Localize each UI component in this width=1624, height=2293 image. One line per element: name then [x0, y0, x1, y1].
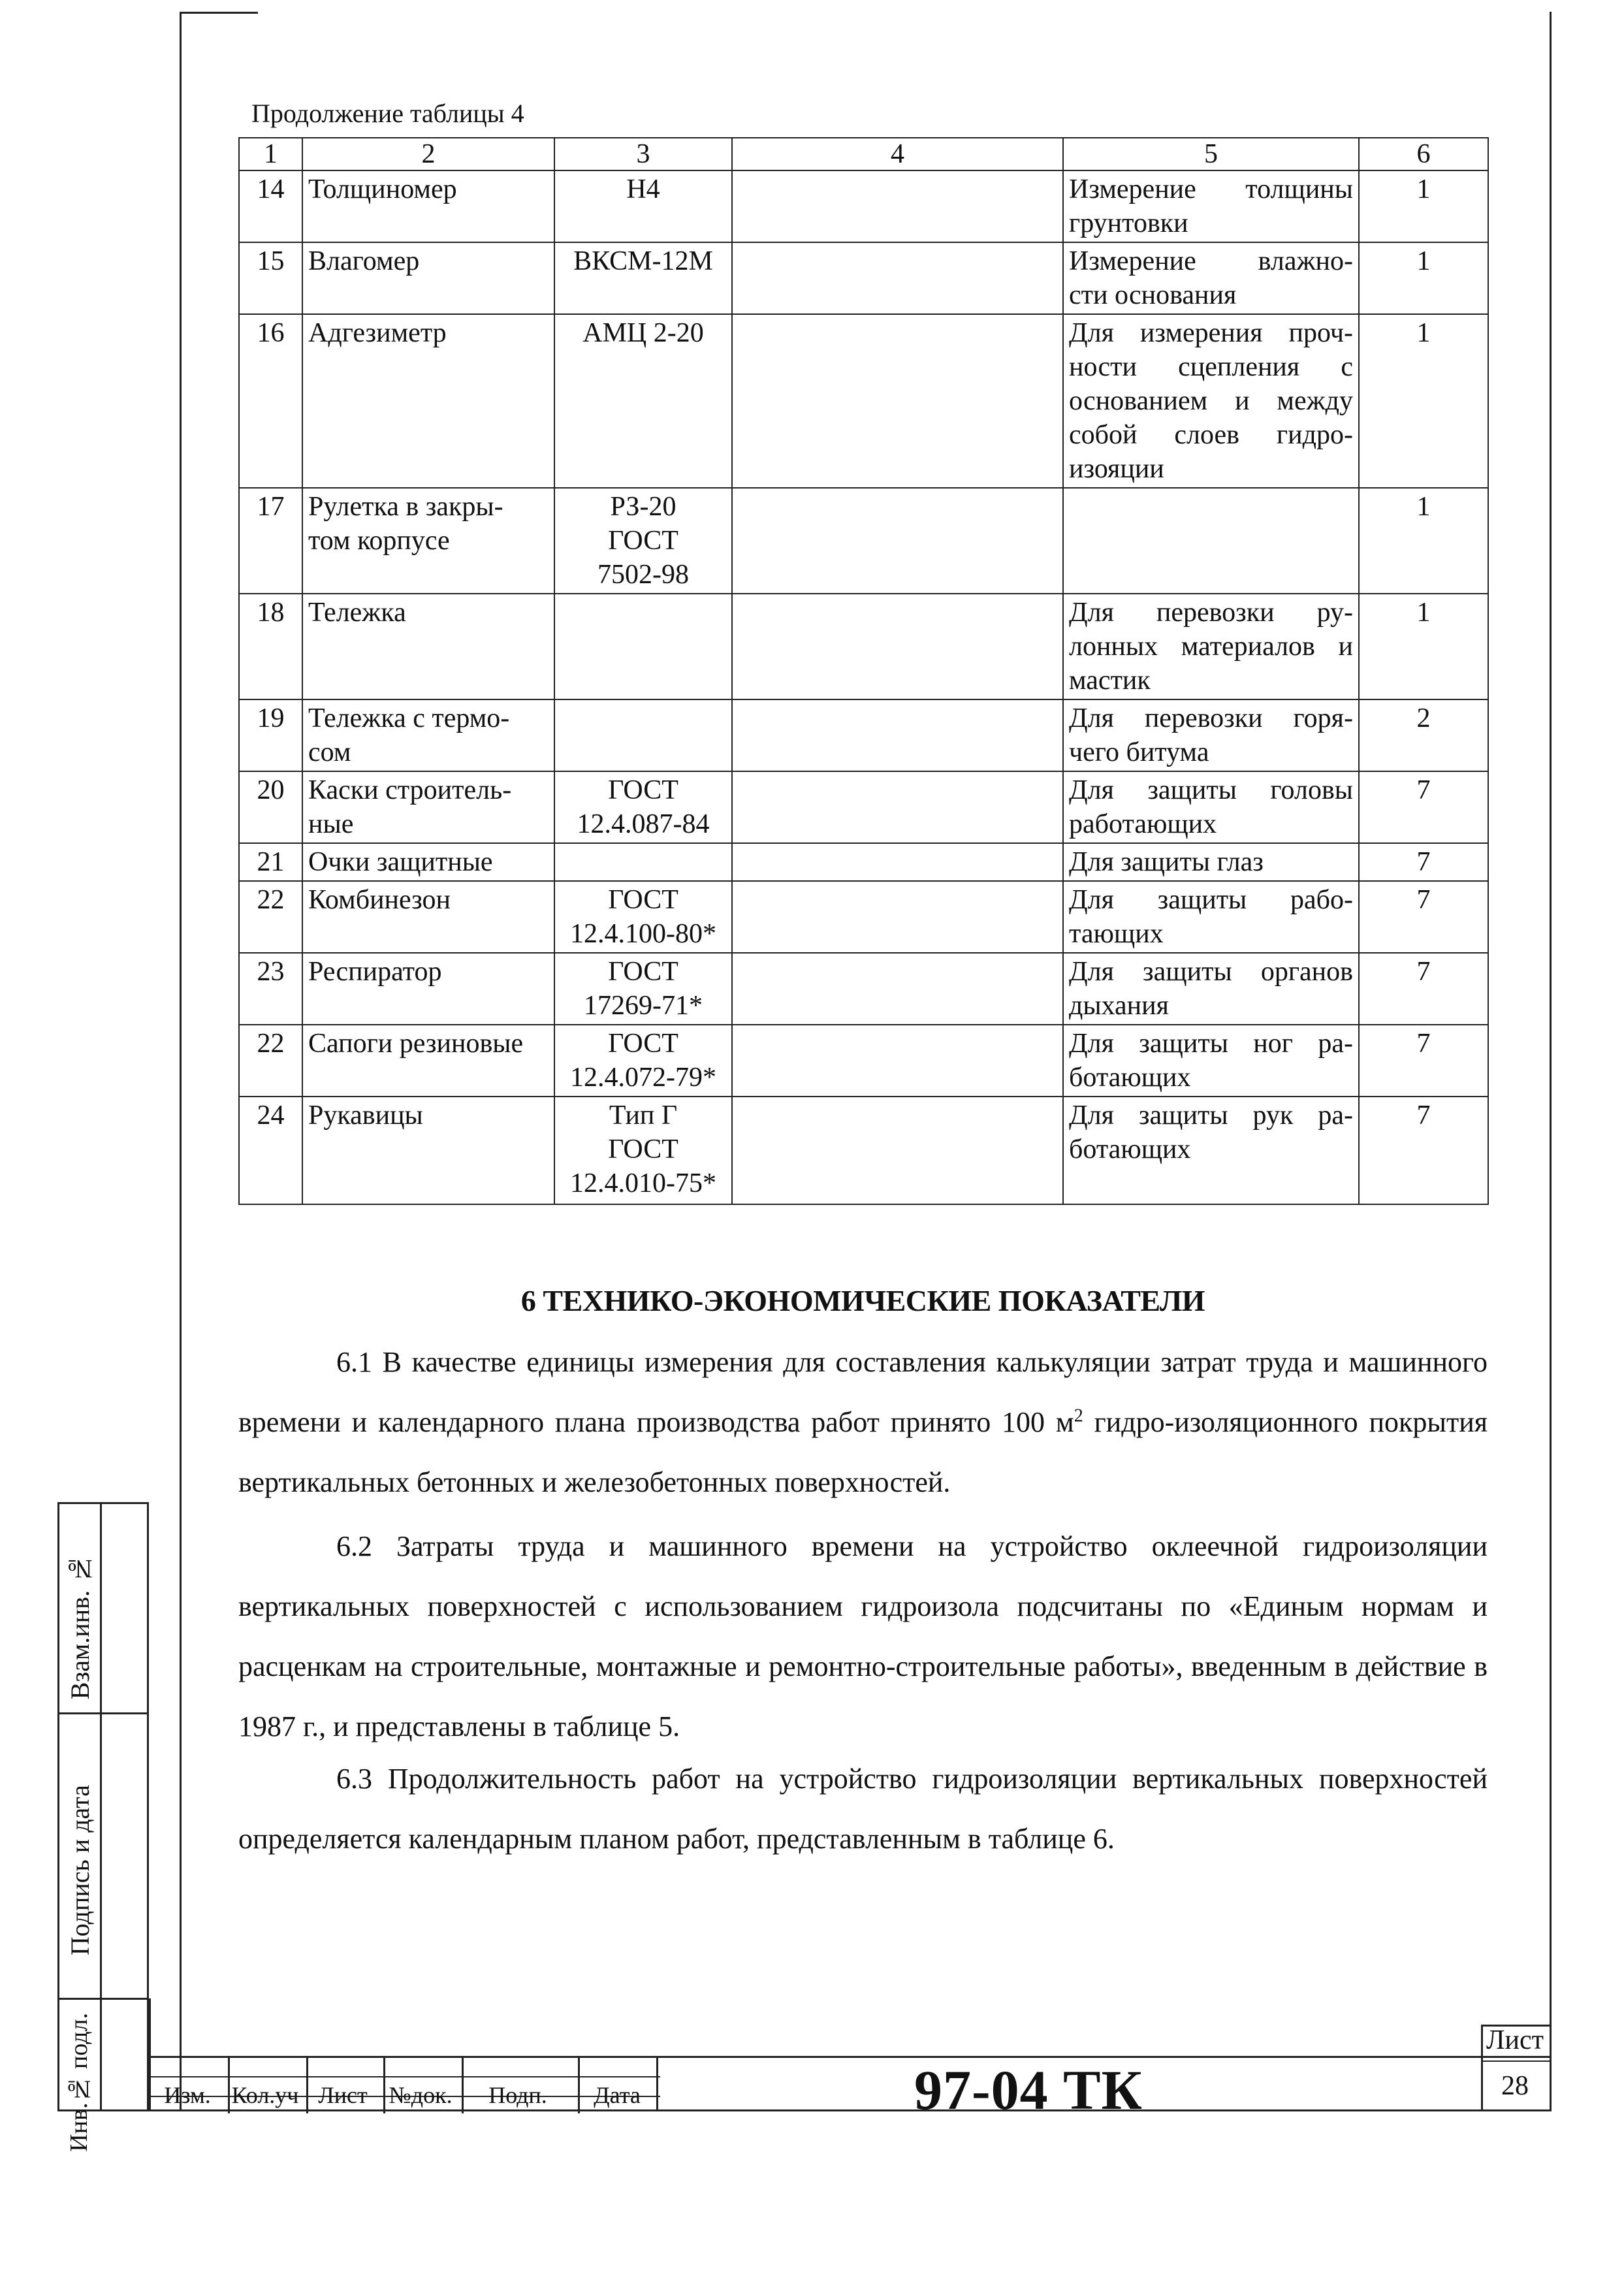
cell-purpose — [1063, 881, 1359, 953]
cell-purpose-line: Для защиты рук ра- — [1069, 1100, 1353, 1130]
cell-type-line: ГОСТ — [608, 775, 678, 805]
cell-col4 — [732, 242, 1063, 314]
table-caption: Продолжение таблицы 4 — [251, 99, 524, 128]
table-row — [239, 242, 1488, 314]
table-row — [239, 1097, 1488, 1204]
title-block-data: Дата — [594, 2082, 641, 2108]
cell-quantity: 1 — [1359, 314, 1488, 488]
title-block-podp: Подп. — [488, 2082, 547, 2108]
strip-podpis-label: Подпись и дата — [65, 1784, 95, 1955]
cell-purpose-line: тающих — [1069, 919, 1164, 949]
cell-number: 22 — [239, 881, 302, 953]
title-block-kol: Кол.уч — [231, 2082, 299, 2108]
cell-quantity: 1 — [1359, 488, 1488, 594]
cell-purpose — [1063, 594, 1359, 699]
title-block-list: Лист — [318, 2082, 368, 2108]
table-row — [239, 881, 1488, 953]
paragraph-6-1-text: 6.1 В качестве единицы измерения для составления калькуляции затрат труда и машинного времени и календарного плана производства работ принято 100 м — [238, 1346, 1488, 1438]
cell-purpose-line: основанием и между — [1069, 386, 1353, 416]
cell-name — [302, 699, 554, 771]
strip-vzam-box — [57, 1502, 149, 1714]
cell-col4 — [732, 170, 1063, 242]
cell-purpose — [1063, 843, 1359, 881]
cell-purpose-line: Для защиты рабо- — [1069, 885, 1353, 915]
cell-number: 23 — [239, 953, 302, 1025]
header-col-1: 1 — [239, 138, 302, 170]
cell-purpose — [1063, 1025, 1359, 1097]
cell-purpose-line: Для защиты глаз — [1069, 847, 1264, 877]
cell-purpose-line: Для защиты органов — [1069, 957, 1353, 987]
cell-name-line: ные — [308, 809, 354, 839]
cell-quantity: 7 — [1359, 1097, 1488, 1204]
cell-name — [302, 881, 554, 953]
cell-name — [302, 314, 554, 488]
title-block-izm: Изм. — [164, 2082, 211, 2108]
cell-number: 14 — [239, 170, 302, 242]
cell-name — [302, 771, 554, 843]
cell-purpose-line: мастик — [1069, 665, 1151, 696]
cell-number: 16 — [239, 314, 302, 488]
cell-purpose-line: лонных материалов и — [1069, 632, 1353, 662]
cell-purpose-line: Для защиты ног ра- — [1069, 1029, 1353, 1059]
paragraph-6-1-text-end: гидро-изоляционного покрытия вертикальных бетонных и железобетонных поверхностей. — [238, 1406, 1488, 1498]
strip-inv-label: Инв.№ подл. — [65, 2013, 93, 2152]
cell-type-line: 12.4.010-75* — [570, 1168, 716, 1198]
cell-number: 17 — [239, 488, 302, 594]
cell-purpose — [1063, 771, 1359, 843]
cell-col4 — [732, 843, 1063, 881]
cell-col4 — [732, 771, 1063, 843]
cell-name — [302, 1097, 554, 1204]
cell-name-line: Рулетка в закры- — [308, 492, 503, 522]
cell-type — [554, 170, 732, 242]
cell-col4 — [732, 594, 1063, 699]
cell-quantity: 1 — [1359, 594, 1488, 699]
cell-name-line: Очки защитные — [308, 847, 493, 877]
cell-purpose-line: собой слоев гидро- — [1069, 420, 1353, 450]
cell-purpose-line: изояции — [1069, 454, 1164, 484]
table-row — [239, 953, 1488, 1025]
cell-col4 — [732, 488, 1063, 594]
cell-purpose — [1063, 314, 1359, 488]
cell-type-line: 17269-71* — [584, 991, 703, 1021]
cell-purpose-line: работающих — [1069, 809, 1217, 839]
sheet-label: Лист — [1486, 2025, 1544, 2055]
cell-name — [302, 1025, 554, 1097]
cell-name-line: Комбинезон — [308, 885, 451, 915]
paragraph-6-2 — [238, 1516, 1488, 1757]
sheet-number: 28 — [1501, 2071, 1529, 2101]
cell-col4 — [732, 881, 1063, 953]
header-col-3: 3 — [554, 138, 732, 170]
cell-number: 20 — [239, 771, 302, 843]
title-block-ndok: №док. — [389, 2082, 453, 2108]
cell-purpose-line: Для перевозки горя- — [1069, 703, 1353, 733]
cell-name — [302, 594, 554, 699]
cell-name — [302, 242, 554, 314]
paragraph-6-3 — [238, 1749, 1488, 1869]
cell-col4 — [732, 699, 1063, 771]
cell-name-line: Толщиномер — [308, 174, 457, 204]
cell-purpose — [1063, 699, 1359, 771]
cell-purpose-line: Для перевозки ру- — [1069, 598, 1353, 628]
cell-type-line: ГОСТ — [608, 885, 678, 915]
cell-purpose-line: Для измерения проч- — [1069, 318, 1353, 348]
cell-purpose — [1063, 953, 1359, 1025]
cell-col4 — [732, 953, 1063, 1025]
header-col-2: 2 — [302, 138, 554, 170]
cell-type-line: 12.4.100-80* — [570, 919, 716, 949]
frame-right-line — [1550, 12, 1552, 2111]
header-col-4: 4 — [732, 138, 1063, 170]
cell-name-line: сом — [308, 737, 351, 767]
cell-type-line: ГОСТ — [608, 957, 678, 987]
strip-vzam-label: Взам.инв. № — [65, 1554, 95, 1699]
cell-purpose — [1063, 242, 1359, 314]
cell-name-line: Респиратор — [308, 957, 442, 987]
cell-name-line: Адгезиметр — [308, 318, 447, 348]
cell-name-line: Влагомер — [308, 246, 420, 276]
frame-top-line — [180, 12, 258, 14]
table-row — [239, 699, 1488, 771]
cell-type — [554, 1097, 732, 1204]
cell-purpose-line: дыхания — [1069, 991, 1169, 1021]
cell-type — [554, 843, 732, 881]
cell-purpose-line: чего битума — [1069, 737, 1209, 767]
cell-type-line: ВКСМ-12М — [573, 246, 713, 276]
table-row — [239, 843, 1488, 881]
table-header-row — [239, 138, 1488, 170]
table-row — [239, 488, 1488, 594]
cell-purpose-line: Для защиты головы — [1069, 775, 1353, 805]
cell-type — [554, 953, 732, 1025]
table-row — [239, 314, 1488, 488]
paragraph-6-1 — [238, 1332, 1488, 1513]
cell-purpose-line: ботающих — [1069, 1134, 1191, 1164]
cell-type — [554, 314, 732, 488]
cell-quantity: 1 — [1359, 242, 1488, 314]
cell-purpose-line: Измерение влажно- — [1069, 246, 1353, 276]
cell-name — [302, 170, 554, 242]
frame-left-line — [180, 12, 182, 2111]
cell-type — [554, 594, 732, 699]
cell-purpose-line: грунтовки — [1069, 208, 1188, 238]
cell-quantity: 2 — [1359, 699, 1488, 771]
cell-name-line: Тележка — [308, 598, 406, 628]
cell-type-line: 12.4.072-79* — [570, 1063, 716, 1093]
cell-type-line: Тип Г — [609, 1100, 678, 1130]
table-row — [239, 594, 1488, 699]
table-row — [239, 1025, 1488, 1097]
cell-purpose — [1063, 1097, 1359, 1204]
cell-type — [554, 771, 732, 843]
cell-type-line: ГОСТ — [608, 526, 678, 556]
cell-type-line: Н4 — [626, 174, 660, 204]
cell-col4 — [732, 314, 1063, 488]
cell-name — [302, 843, 554, 881]
paragraph-6-3-text: 6.3 Продолжительность работ на устройство гидроизоляции вертикальных поверхностей определяется календарным планом работ, представленным в таблице 6. — [238, 1763, 1488, 1855]
cell-quantity: 7 — [1359, 1025, 1488, 1097]
strip-podpis-box — [57, 1712, 149, 2000]
cell-type-line: РЗ-20 — [610, 492, 677, 522]
title-block — [149, 2056, 1550, 2111]
cell-type-line: ГОСТ — [608, 1134, 678, 1164]
cell-type-line: 12.4.087-84 — [577, 809, 710, 839]
cell-type — [554, 881, 732, 953]
cell-quantity: 7 — [1359, 881, 1488, 953]
cell-purpose-line: ности сцепления с — [1069, 352, 1353, 382]
cell-purpose — [1063, 170, 1359, 242]
cell-purpose-line: Измерение толщины — [1069, 174, 1353, 204]
cell-name-line: Тележка с термо- — [308, 703, 510, 733]
cell-name-line: том корпусе — [308, 526, 450, 556]
cell-type — [554, 242, 732, 314]
cell-purpose — [1063, 488, 1359, 594]
cell-number: 22 — [239, 1025, 302, 1097]
cell-quantity: 7 — [1359, 771, 1488, 843]
cell-name-line: Сапоги резиновые — [308, 1029, 524, 1059]
cell-number: 15 — [239, 242, 302, 314]
equipment-table — [238, 137, 1489, 1205]
section-title: 6 ТЕХНИКО-ЭКОНОМИЧЕСКИЕ ПОКАЗАТЕЛИ — [520, 1284, 1205, 1317]
cell-name-line: Рукавицы — [308, 1100, 423, 1130]
table-row — [239, 771, 1488, 843]
cell-number: 18 — [239, 594, 302, 699]
cell-number: 21 — [239, 843, 302, 881]
cell-type — [554, 488, 732, 594]
cell-col4 — [732, 1097, 1063, 1204]
paragraph-6-1-superscript: 2 — [1074, 1405, 1083, 1426]
cell-purpose-line: сти основания — [1069, 280, 1237, 310]
table-body — [239, 170, 1488, 1204]
cell-number: 19 — [239, 699, 302, 771]
cell-quantity: 1 — [1359, 170, 1488, 242]
paragraph-6-2-text: 6.2 Затраты труда и машинного времени на устройство оклеечной гидроизоляции вертикальных поверхностей с использованием гидроизола подсчитаны по «Единым нормам и расценкам на строительные, монтажные и ремонтно-строительные работы», введенным в действие в 1987 г., и представлены в таблице 5. — [238, 1530, 1488, 1742]
cell-name-line: Каски строитель- — [308, 775, 512, 805]
cell-name — [302, 953, 554, 1025]
document-code: 97-04 ТК — [914, 2059, 1143, 2121]
cell-type — [554, 699, 732, 771]
cell-purpose-line: ботающих — [1069, 1063, 1191, 1093]
cell-type — [554, 1025, 732, 1097]
cell-type-line: ГОСТ — [608, 1029, 678, 1059]
cell-name — [302, 488, 554, 594]
table-row — [239, 170, 1488, 242]
cell-quantity: 7 — [1359, 953, 1488, 1025]
cell-quantity: 7 — [1359, 843, 1488, 881]
header-col-6: 6 — [1359, 138, 1488, 170]
cell-number: 24 — [239, 1097, 302, 1204]
strip-inv-box — [57, 1998, 149, 2152]
cell-col4 — [732, 1025, 1063, 1097]
cell-type-line: АМЦ 2-20 — [582, 318, 704, 348]
cell-type-line: 7502-98 — [597, 560, 689, 590]
header-col-5: 5 — [1063, 138, 1359, 170]
